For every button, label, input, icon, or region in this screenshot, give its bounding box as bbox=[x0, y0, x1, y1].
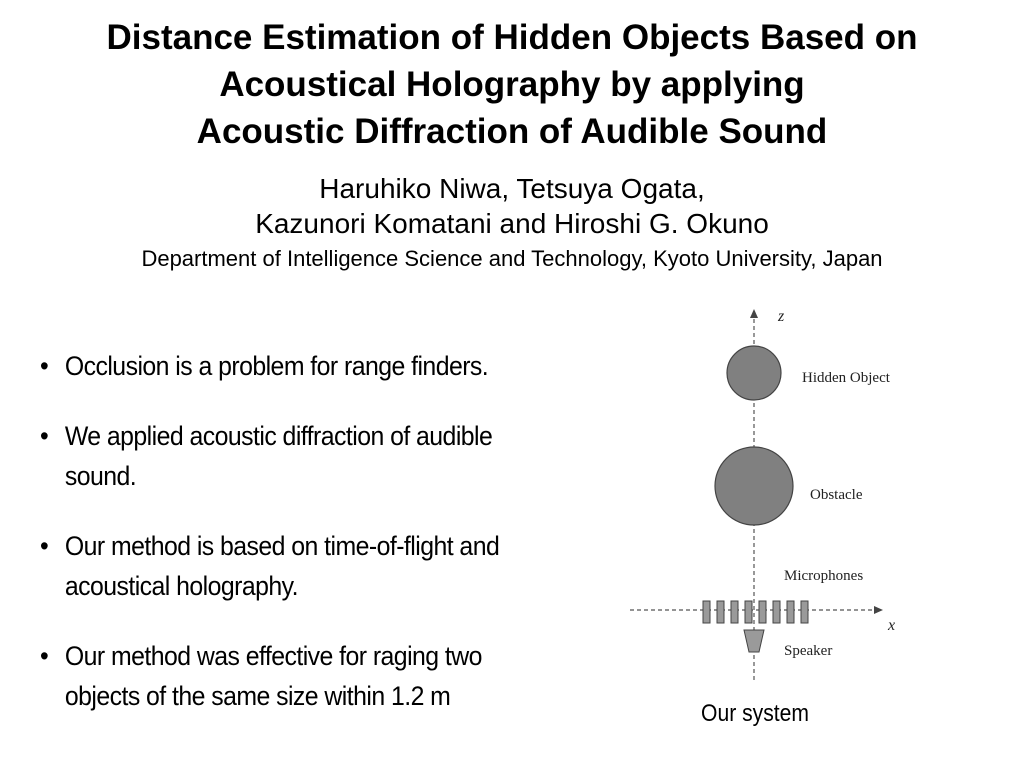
bullet-item bbox=[40, 526, 555, 606]
obstacle-label: Obstacle bbox=[810, 487, 863, 503]
bullet-text: Our method is based on time-of-flight and acoustical holography. bbox=[64, 531, 500, 601]
bullet-marker: • bbox=[40, 421, 49, 451]
slide-title bbox=[0, 14, 1024, 155]
microphone bbox=[717, 601, 724, 623]
x-axis-label: x bbox=[888, 617, 896, 634]
figure-caption: Our system bbox=[701, 700, 809, 727]
system-diagram bbox=[620, 300, 910, 740]
bullet-text: Our method was effective for raging two objects of the same size within 1.2 m bbox=[64, 641, 482, 711]
microphone bbox=[759, 601, 766, 623]
author-line: Kazunori Komatani and Hiroshi G. Okuno bbox=[255, 208, 769, 239]
speaker-shape bbox=[744, 630, 764, 652]
bullet-item bbox=[40, 346, 555, 386]
hidden-object-label: Hidden Object bbox=[802, 370, 890, 386]
affiliation: Department of Intelligence Science and Technology, Kyoto University, Japan bbox=[141, 246, 883, 271]
bullet-marker: • bbox=[40, 531, 49, 561]
microphone bbox=[731, 601, 738, 623]
title-line: Distance Estimation of Hidden Objects Based on bbox=[106, 18, 918, 57]
hidden-object-circle bbox=[727, 346, 781, 400]
title-line: Acoustical Holography by applying bbox=[219, 65, 805, 104]
microphone bbox=[801, 601, 808, 623]
microphone-array bbox=[703, 601, 808, 623]
bullet-marker: • bbox=[40, 641, 49, 671]
bullet-text: Occlusion is a problem for range finders. bbox=[64, 351, 489, 381]
z-axis-label: z bbox=[778, 308, 785, 325]
microphones-label: Microphones bbox=[784, 568, 864, 584]
author-line: Haruhiko Niwa, Tetsuya Ogata, bbox=[319, 173, 705, 204]
bullet-item bbox=[40, 636, 555, 716]
speaker-label: Speaker bbox=[784, 643, 833, 659]
obstacle-circle bbox=[715, 447, 793, 525]
bullet-item bbox=[40, 416, 555, 496]
bullet-text: We applied acoustic diffraction of audible sound. bbox=[64, 421, 493, 491]
title-line: Acoustic Diffraction of Audible Sound bbox=[196, 112, 828, 151]
microphone bbox=[787, 601, 794, 623]
microphone bbox=[773, 601, 780, 623]
bullet-marker: • bbox=[40, 351, 49, 381]
microphone bbox=[745, 601, 752, 623]
bullet-list bbox=[40, 346, 600, 746]
author-block bbox=[0, 171, 1024, 277]
microphone bbox=[703, 601, 710, 623]
